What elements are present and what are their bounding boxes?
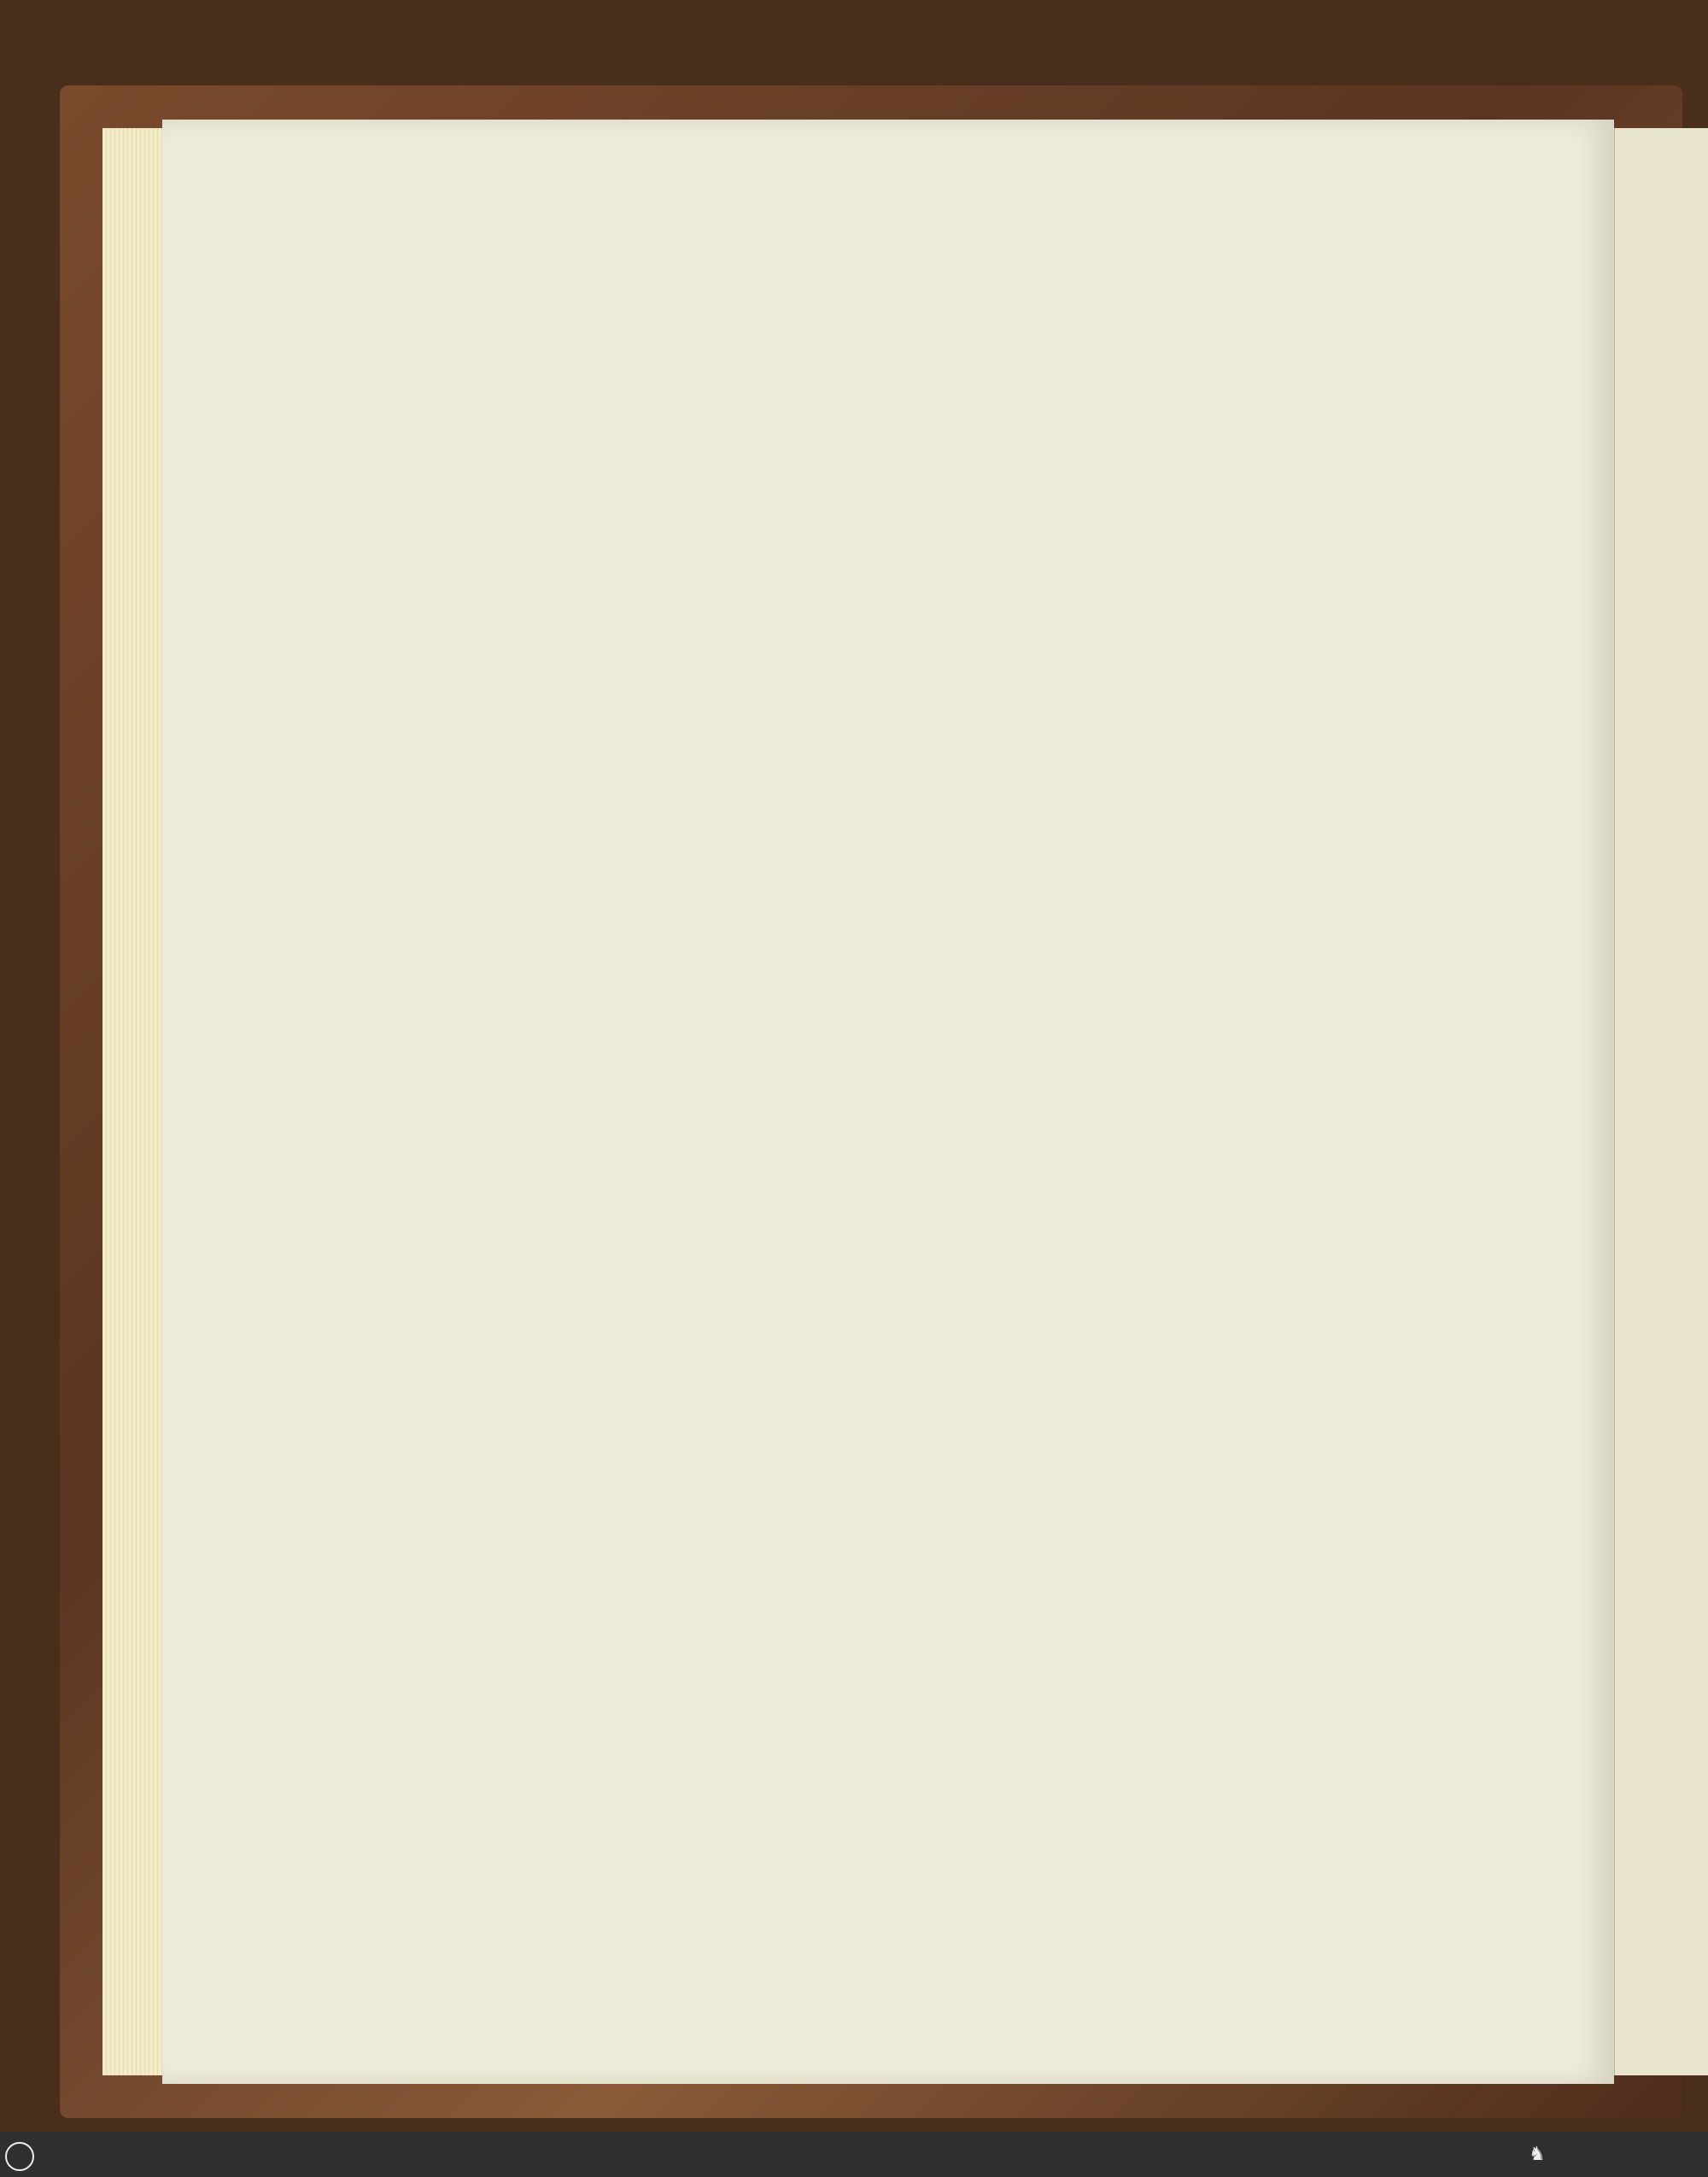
footer-bar [0, 2132, 1708, 2177]
document-page [162, 120, 1614, 2084]
coat-of-arms-icon: ♞ [1529, 2144, 1546, 2165]
facing-page [1612, 128, 1708, 2075]
blb-logo [5, 2142, 34, 2171]
